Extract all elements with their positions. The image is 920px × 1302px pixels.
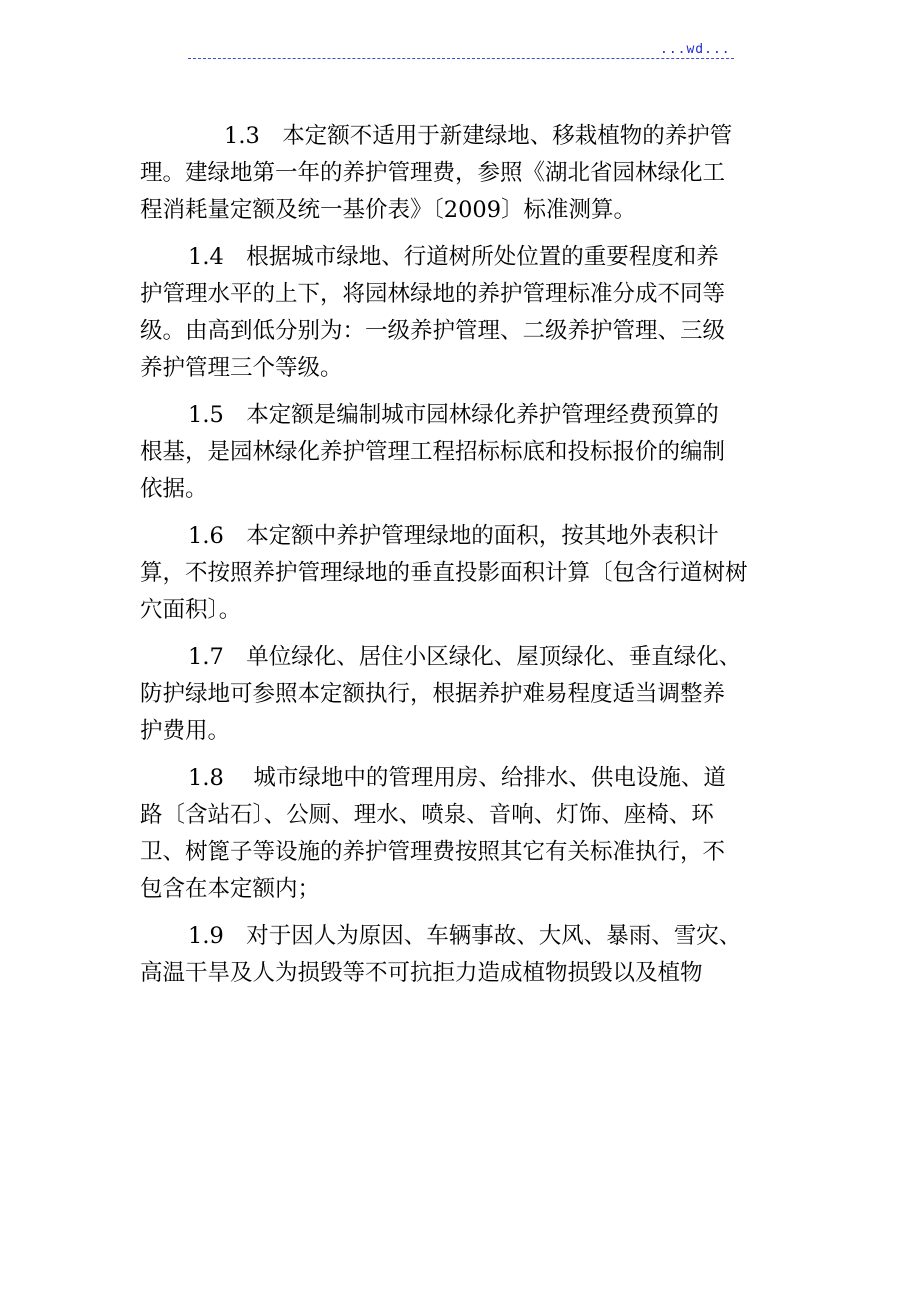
- paragraph-1-7: [140, 639, 790, 750]
- text-line: 1.9 对于因人为原因、车辆事故、大风、暴雨、雪灾、: [188, 923, 742, 949]
- text-line: 依据。: [140, 476, 208, 502]
- text-line: 程消耗量定额及统一基价表》〔2009〕标准测算。: [140, 197, 637, 223]
- text-line: 包含在本定额内；: [140, 876, 321, 902]
- text-line: 路〔含站石〕、公厕、理水、喷泉、音响、灯饰、座椅、环: [140, 802, 714, 828]
- text-line: 根基，是园林绿化养护管理工程招标标底和投标报价的编制: [140, 439, 726, 465]
- body-text: [140, 118, 790, 1002]
- text-line: 护管理水平的上下，将园林绿地的养护管理标准分成不同等: [140, 281, 726, 307]
- paragraph-1-6: [140, 518, 790, 629]
- paragraph-1-4: [140, 239, 790, 387]
- text-line: 理。建绿地第一年的养护管理费，参照《湖北省园林绿化工: [140, 160, 726, 186]
- text-line: 护费用。: [140, 718, 231, 744]
- text-line: 1.6 本定额中养护管理绿地的面积，按其地外表积计: [188, 523, 719, 549]
- paragraph-1-8: [140, 760, 790, 908]
- text-line: 卫、树篦子等设施的养护管理费按照其它有关标准执行，不: [140, 839, 726, 865]
- text-line: 防护绿地可参照本定额执行，根据养护难易程度适当调整养: [140, 681, 726, 707]
- text-line: 1.3 本定额不适用于新建绿地、移栽植物的养护管: [224, 123, 733, 149]
- paragraph-1-5: [140, 397, 790, 508]
- header-dashed-rule: [188, 58, 734, 59]
- text-line: 级。由高到低分别为：一级养护管理、二级养护管理、三级: [140, 318, 726, 344]
- text-line: 算，不按照养护管理绿地的垂直投影面积计算〔包含行道树树: [140, 560, 748, 586]
- text-line: 1.4 根据城市绿地、行道树所处位置的重要程度和养: [188, 244, 719, 270]
- text-line: 1.5 本定额是编制城市园林绿化养护管理经费预算的: [188, 402, 719, 428]
- paragraph-1-3: [140, 118, 790, 229]
- header-mark: ...wd...: [660, 42, 731, 57]
- text-line: 1.7 单位绿化、居住小区绿化、屋顶绿化、垂直绿化、: [188, 644, 742, 670]
- text-line: 养护管理三个等级。: [140, 355, 343, 381]
- text-line: 高温干旱及人为损毁等不可抗拒力造成植物损毁以及植物: [140, 960, 703, 986]
- paragraph-1-9: [140, 918, 790, 992]
- text-line: 1.8 城市绿地中的管理用房、给排水、供电设施、道: [188, 765, 726, 791]
- text-line: 穴面积〕。: [140, 597, 242, 623]
